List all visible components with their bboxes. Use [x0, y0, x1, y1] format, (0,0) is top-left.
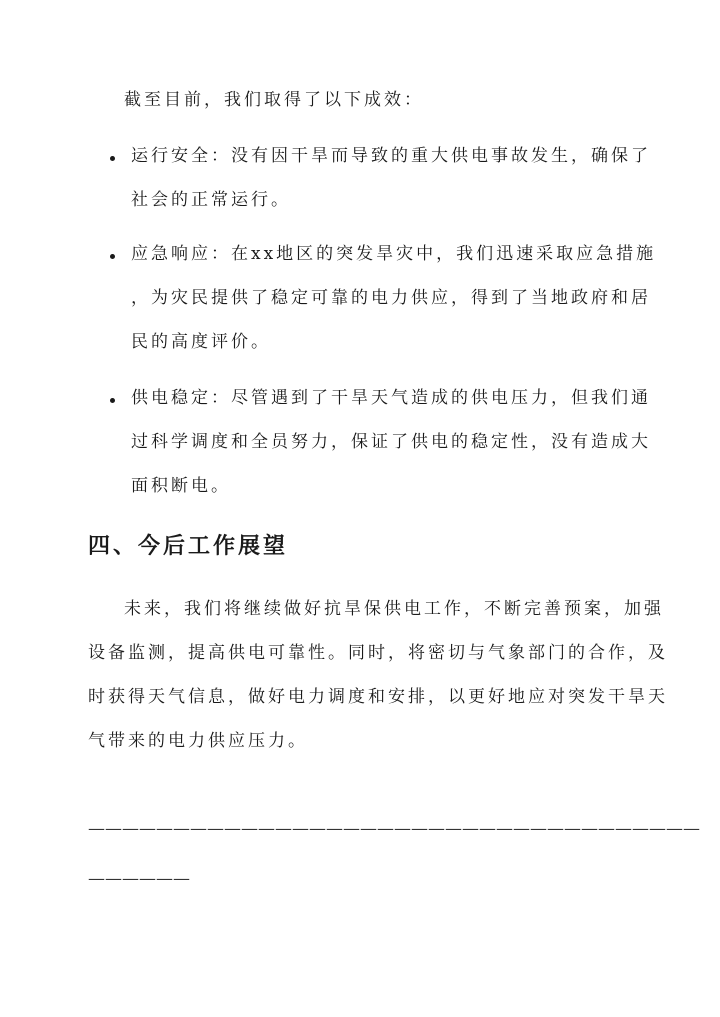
- intro-text: 截至目前，我们取得了以下成效：: [124, 90, 424, 110]
- separator-line-1: ————————————————————————————————————: [88, 819, 700, 839]
- paragraph-line-1: 未来，我们将继续做好抗旱保供电工作，不断完善预案，加强: [124, 599, 664, 619]
- paragraph-line-2: 设备监测，提高供电可靠性。同时，将密切与气象部门的合作，及: [88, 643, 668, 663]
- paragraph-line-3: 时获得天气信息，做好电力调度和安排，以更好地应对突发干旱天: [88, 687, 668, 707]
- separator-line-2: ——————: [88, 869, 190, 889]
- bullet-2-line-3: 民的高度评价。: [131, 332, 271, 352]
- bullet-marker: [110, 254, 115, 259]
- bullet-marker: [110, 398, 115, 403]
- bullet-marker: [110, 156, 115, 161]
- section-heading: 四、今后工作展望: [88, 533, 289, 559]
- bullet-3-line-3: 面积断电。: [131, 476, 231, 496]
- bullet-3-line-2: 过科学调度和全员努力，保证了供电的稳定性，没有造成大: [131, 432, 651, 452]
- bullet-2-line-2: ，为灾民提供了稳定可靠的电力供应，得到了当地政府和居: [131, 288, 651, 308]
- paragraph-line-4: 气带来的电力供应压力。: [88, 731, 308, 751]
- bullet-3-line-1: 供电稳定：尽管遇到了干旱天气造成的供电压力，但我们通: [131, 388, 651, 408]
- bullet-1-line-2: 社会的正常运行。: [131, 190, 291, 210]
- bullet-1-line-1: 运行安全：没有因干旱而导致的重大供电事故发生，确保了: [131, 146, 651, 166]
- bullet-2-line-1: 应急响应：在xx地区的突发旱灾中，我们迅速采取应急措施: [131, 244, 657, 264]
